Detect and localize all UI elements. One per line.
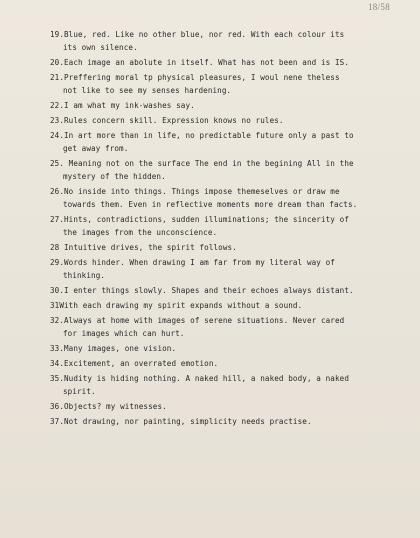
entry-line: 32.Always at home with images of serene situations. Never cared (50, 316, 345, 325)
list-item (50, 56, 410, 69)
entry-line: 24.In art more than in life, no predictable future only a past to (50, 131, 354, 140)
list-item (50, 129, 410, 155)
list-item (50, 28, 410, 54)
list-item (50, 256, 410, 282)
entry-line: 23.Rules concern skill. Expression knows no rules. (50, 116, 284, 125)
entry-line: 25. Meaning not on the surface The end in the begining All in the (50, 159, 354, 168)
list-item (50, 213, 410, 239)
entry-line: 30.I enter things slowly. Shapes and their echoes always distant. (50, 286, 354, 295)
page-number: 18/58 (368, 2, 391, 12)
entry-line: 26.No inside into things. Things impose themeselves or draw me (50, 187, 340, 196)
entry-continuation-line: for images which can hurt. (63, 329, 185, 338)
list-item (50, 114, 410, 127)
entry-line: 34.Excitement, an overrated emotion. (50, 359, 219, 368)
list-item (50, 185, 410, 211)
entry-continuation-line: mystery of the hidden. (63, 172, 166, 181)
entry-continuation-line: thinking. (63, 271, 106, 280)
entry-line: 21.Preffering moral tp physical pleasures, I woul nene theless (50, 73, 340, 82)
entry-line: 29.Words hinder. When drawing I am far from my literal way of (50, 258, 335, 267)
entry-line: 22.I am what my ink-washes say. (50, 101, 195, 110)
list-item (50, 314, 410, 340)
entry-line: 37.Not drawing, nor painting, simplicity needs practise. (50, 417, 312, 426)
list-item (50, 241, 410, 254)
entry-line: 19.Blue, red. Like no other blue, nor red. With each colour its (50, 30, 345, 39)
list-item (50, 157, 410, 183)
entry-line: 36.Objects? my witnesses. (50, 402, 167, 411)
entry-line: 31With each drawing my spirit expands without a sound. (50, 301, 303, 310)
entry-line: 27.Hints, contradictions, sudden illuminations; the sincerity of (50, 215, 349, 224)
entry-continuation-line: spirit. (63, 387, 96, 396)
list-item (50, 342, 410, 355)
list-item (50, 299, 410, 312)
list-item (50, 372, 410, 398)
entry-line: 35.Nudity is hiding nothing. A naked hill, a naked body, a naked (50, 374, 349, 383)
entry-line: 20.Each image an abolute in itself. What has not been and is IS. (50, 58, 349, 67)
list-item (50, 284, 410, 297)
entry-list (50, 28, 410, 430)
list-item (50, 400, 410, 413)
list-item (50, 357, 410, 370)
list-item (50, 99, 410, 112)
entry-continuation-line: its own silence. (63, 43, 138, 52)
entry-continuation-line: the images from the unconscience. (63, 228, 218, 237)
list-item (50, 71, 410, 97)
entry-continuation-line: towards them. Even in reflective moments more dream than facts. (63, 200, 358, 209)
entry-continuation-line: get away from. (63, 144, 129, 153)
entry-line: 28 Intuitive drives, the spirit follows. (50, 243, 237, 252)
list-item (50, 415, 410, 428)
entry-continuation-line: not like to see my senses hardening. (63, 86, 232, 95)
entry-line: 33.Many images, one vision. (50, 344, 177, 353)
